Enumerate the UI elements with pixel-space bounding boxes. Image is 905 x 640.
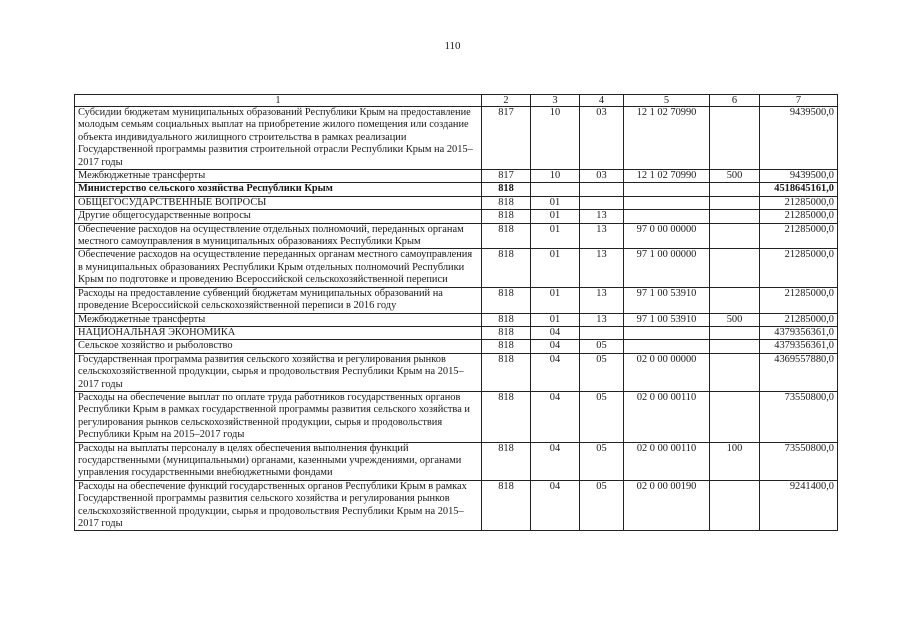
row-name-cell: Расходы на выплаты персоналу в целях обеспечения выполнения функций государственными (муниципальными) органами, казенными учреждениями, органами управления государственными внебюджетными фондами: [75, 442, 482, 480]
table-row: [75, 170, 838, 183]
ministry-code-cell: 818: [482, 223, 531, 249]
table-row: [75, 223, 838, 249]
target-article-cell: 97 0 00 00000: [624, 223, 710, 249]
header-cell: 6: [710, 95, 760, 107]
table-row: [75, 196, 838, 209]
ministry-code-cell: 818: [482, 480, 531, 531]
target-article-cell: [624, 196, 710, 209]
target-article-cell: [624, 326, 710, 339]
expense-type-cell: [710, 326, 760, 339]
expense-type-cell: [710, 353, 760, 391]
target-article-cell: 97 1 00 53910: [624, 313, 710, 326]
ministry-code-cell: 818: [482, 287, 531, 313]
target-article-cell: [624, 183, 710, 196]
table-row: [75, 183, 838, 196]
subsection-code-cell: 13: [580, 223, 624, 249]
row-name-cell: Сельское хозяйство и рыболовство: [75, 340, 482, 353]
section-code-cell: 04: [531, 442, 580, 480]
table-row: [75, 326, 838, 339]
subsection-code-cell: [580, 183, 624, 196]
expense-type-cell: [710, 287, 760, 313]
amount-cell: 21285000,0: [760, 196, 838, 209]
budget-table: [74, 94, 838, 531]
target-article-cell: 02 0 00 00110: [624, 442, 710, 480]
target-article-cell: 97 1 00 00000: [624, 249, 710, 287]
page-number: 110: [444, 40, 461, 52]
row-name-cell: Министерство сельского хозяйства Республики Крым: [75, 183, 482, 196]
header-cell: 1: [75, 95, 482, 107]
expense-type-cell: 100: [710, 442, 760, 480]
amount-cell: 21285000,0: [760, 313, 838, 326]
section-code-cell: 04: [531, 353, 580, 391]
subsection-code-cell: 05: [580, 480, 624, 531]
expense-type-cell: [710, 107, 760, 170]
table-row: [75, 353, 838, 391]
row-name-cell: Расходы на обеспечение выплат по оплате труда работников государственных органов Республики Крым в рамках государственной программы развития сельского хозяйства и регулирования рынков сельскохозяйственной продукции, сырья и продовольствия Республики Крым на 2015–2017 годы: [75, 391, 482, 442]
section-code-cell: 10: [531, 107, 580, 170]
section-code-cell: 10: [531, 170, 580, 183]
ministry-code-cell: 817: [482, 170, 531, 183]
section-code-cell: 04: [531, 480, 580, 531]
subsection-code-cell: 13: [580, 210, 624, 223]
header-cell: 2: [482, 95, 531, 107]
amount-cell: 21285000,0: [760, 249, 838, 287]
subsection-code-cell: 13: [580, 249, 624, 287]
subsection-code-cell: 13: [580, 287, 624, 313]
row-name-cell: НАЦИОНАЛЬНАЯ ЭКОНОМИКА: [75, 326, 482, 339]
expense-type-cell: [710, 196, 760, 209]
table-row: [75, 391, 838, 442]
amount-cell: 73550800,0: [760, 391, 838, 442]
ministry-code-cell: 818: [482, 326, 531, 339]
amount-cell: 21285000,0: [760, 210, 838, 223]
ministry-code-cell: 818: [482, 183, 531, 196]
row-name-cell: Обеспечение расходов на осуществление отдельных полномочий, переданных органам местного самоуправления в муниципальных образованиях Республики Крым: [75, 223, 482, 249]
target-article-cell: 02 0 00 00110: [624, 391, 710, 442]
ministry-code-cell: 818: [482, 353, 531, 391]
section-code-cell: 01: [531, 287, 580, 313]
amount-cell: 9241400,0: [760, 480, 838, 531]
section-code-cell: 04: [531, 391, 580, 442]
table-row: [75, 107, 838, 170]
target-article-cell: 97 1 00 53910: [624, 287, 710, 313]
amount-cell: 4518645161,0: [760, 183, 838, 196]
ministry-code-cell: 818: [482, 313, 531, 326]
amount-cell: 21285000,0: [760, 287, 838, 313]
expense-type-cell: [710, 391, 760, 442]
expense-type-cell: [710, 183, 760, 196]
header-cell: 3: [531, 95, 580, 107]
row-name-cell: Государственная программа развития сельского хозяйства и регулирования рынков сельскохозяйственной продукции, сырья и продовольствия Республики Крым на 2015–2017 годы: [75, 353, 482, 391]
target-article-cell: 02 0 00 00190: [624, 480, 710, 531]
amount-cell: 9439500,0: [760, 170, 838, 183]
target-article-cell: [624, 340, 710, 353]
expense-type-cell: [710, 210, 760, 223]
section-code-cell: 01: [531, 313, 580, 326]
table-row: [75, 210, 838, 223]
amount-cell: 21285000,0: [760, 223, 838, 249]
ministry-code-cell: 818: [482, 249, 531, 287]
section-code-cell: 04: [531, 326, 580, 339]
table-row: [75, 480, 838, 531]
subsection-code-cell: 03: [580, 170, 624, 183]
table-row: [75, 313, 838, 326]
subsection-code-cell: [580, 196, 624, 209]
ministry-code-cell: 818: [482, 196, 531, 209]
ministry-code-cell: 818: [482, 391, 531, 442]
subsection-code-cell: 13: [580, 313, 624, 326]
section-code-cell: 01: [531, 210, 580, 223]
expense-type-cell: 500: [710, 313, 760, 326]
subsection-code-cell: [580, 326, 624, 339]
expense-type-cell: [710, 480, 760, 531]
subsection-code-cell: 03: [580, 107, 624, 170]
expense-type-cell: [710, 249, 760, 287]
header-cell: 5: [624, 95, 710, 107]
subsection-code-cell: 05: [580, 353, 624, 391]
row-name-cell: Расходы на предоставление субвенций бюджетам муниципальных образований на проведение Всероссийской сельскохозяйственной переписи в 2016 году: [75, 287, 482, 313]
ministry-code-cell: 818: [482, 210, 531, 223]
subsection-code-cell: 05: [580, 391, 624, 442]
row-name-cell: Межбюджетные трансферты: [75, 170, 482, 183]
header-row: [75, 95, 838, 107]
row-name-cell: Другие общегосударственные вопросы: [75, 210, 482, 223]
amount-cell: 73550800,0: [760, 442, 838, 480]
expense-type-cell: [710, 340, 760, 353]
row-name-cell: Расходы на обеспечение функций государственных органов Республики Крым в рамках Государственной программы развития сельского хозяйства и регулирования рынков сельскохозяйственной продукции, сырья и продовольствия Республики Крым на 2015–2017 годы: [75, 480, 482, 531]
section-code-cell: 01: [531, 249, 580, 287]
target-article-cell: [624, 210, 710, 223]
section-code-cell: 01: [531, 196, 580, 209]
expense-type-cell: [710, 223, 760, 249]
header-cell: 7: [760, 95, 838, 107]
table-row: [75, 287, 838, 313]
section-code-cell: 01: [531, 223, 580, 249]
row-name-cell: ОБЩЕГОСУДАРСТВЕННЫЕ ВОПРОСЫ: [75, 196, 482, 209]
amount-cell: 4379356361,0: [760, 326, 838, 339]
ministry-code-cell: 818: [482, 340, 531, 353]
ministry-code-cell: 817: [482, 107, 531, 170]
target-article-cell: 12 1 02 70990: [624, 170, 710, 183]
table-row: [75, 442, 838, 480]
header-cell: 4: [580, 95, 624, 107]
amount-cell: 4379356361,0: [760, 340, 838, 353]
row-name-cell: Межбюджетные трансферты: [75, 313, 482, 326]
row-name-cell: Субсидии бюджетам муниципальных образований Республики Крым на предоставление молодым семьям социальных выплат на приобретение жилого помещения или создание объекта индивидуального жилищного строительства в рамках реализации Государственной программы развития строительной отрасли Республики Крым на 2015–2017 годы: [75, 107, 482, 170]
section-code-cell: [531, 183, 580, 196]
target-article-cell: 02 0 00 00000: [624, 353, 710, 391]
amount-cell: 9439500,0: [760, 107, 838, 170]
amount-cell: 4369557880,0: [760, 353, 838, 391]
table-row: [75, 249, 838, 287]
ministry-code-cell: 818: [482, 442, 531, 480]
expense-type-cell: 500: [710, 170, 760, 183]
subsection-code-cell: 05: [580, 340, 624, 353]
target-article-cell: 12 1 02 70990: [624, 107, 710, 170]
row-name-cell: Обеспечение расходов на осуществление переданных органам местного самоуправления в муниципальных образованиях Республики Крым отдельных полномочий Республики Крым по подготовке и проведению Всероссийской сельскохозяйственной переписи: [75, 249, 482, 287]
subsection-code-cell: 05: [580, 442, 624, 480]
section-code-cell: 04: [531, 340, 580, 353]
table-row: [75, 340, 838, 353]
